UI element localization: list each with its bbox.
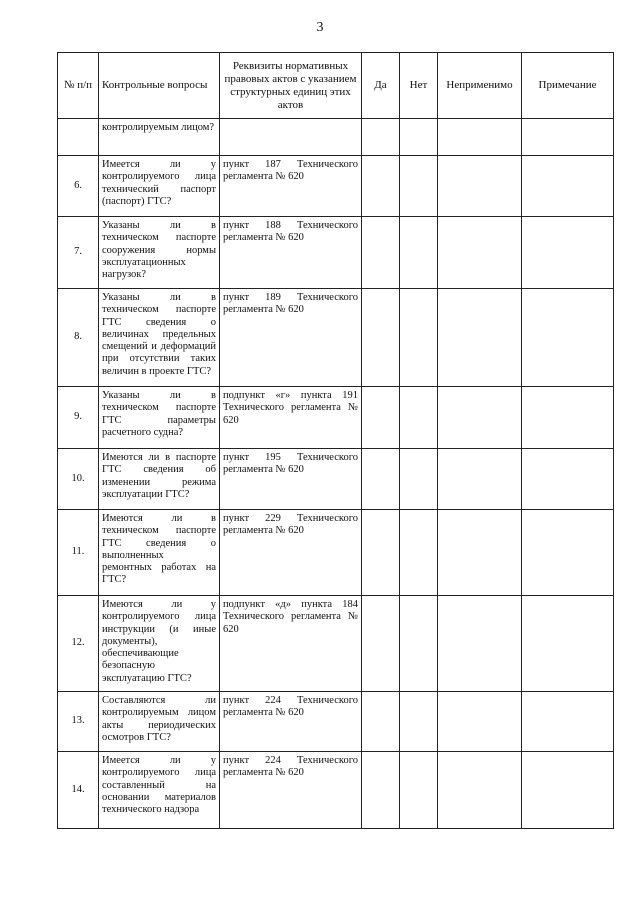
note-cell [522, 119, 614, 156]
row-number: 7. [58, 217, 99, 289]
row-number: 13. [58, 692, 99, 752]
requisites-cell: пункт 229 Технического регламента № 620 [220, 510, 362, 596]
table-row [58, 752, 614, 829]
requisites-cell: пункт 195 Технического регламента № 620 [220, 449, 362, 510]
question-cell: Составляются ли контролируемым лицом акты периодических осмотров ГТС? [99, 692, 220, 752]
row-number: 14. [58, 752, 99, 829]
requisites-cell: пункт 224 Технического регламента № 620 [220, 692, 362, 752]
na-cell [438, 692, 522, 752]
yes-cell [362, 752, 400, 829]
na-cell [438, 387, 522, 449]
no-cell [400, 596, 438, 692]
table-row [58, 449, 614, 510]
na-cell [438, 289, 522, 387]
table-row [58, 387, 614, 449]
yes-cell [362, 387, 400, 449]
requisites-cell: подпункт «г» пункта 191 Технического регламента № 620 [220, 387, 362, 449]
row-number: 9. [58, 387, 99, 449]
requisites-cell: подпункт «д» пункта 184 Технического регламента № 620 [220, 596, 362, 692]
header-question: Контрольные вопросы [99, 53, 220, 119]
row-number [58, 119, 99, 156]
question-cell: Указаны ли в техническом паспорте сооружения нормы эксплуатационных нагрузок? [99, 217, 220, 289]
na-cell [438, 752, 522, 829]
yes-cell [362, 156, 400, 217]
header-note: Примечание [522, 53, 614, 119]
table-row [58, 596, 614, 692]
table-row [58, 510, 614, 596]
question-cell: Имеются ли в техническом паспорте ГТС сведения о выполненных ремонтных работах на ГТС? [99, 510, 220, 596]
no-cell [400, 289, 438, 387]
note-cell [522, 217, 614, 289]
no-cell [400, 119, 438, 156]
no-cell [400, 156, 438, 217]
requisites-cell: пункт 224 Технического регламента № 620 [220, 752, 362, 829]
table-row [58, 217, 614, 289]
no-cell [400, 387, 438, 449]
note-cell [522, 596, 614, 692]
yes-cell [362, 289, 400, 387]
row-number: 8. [58, 289, 99, 387]
checklist-table [57, 52, 614, 829]
requisites-cell [220, 119, 362, 156]
table-row [58, 156, 614, 217]
table-row [58, 692, 614, 752]
note-cell [522, 510, 614, 596]
na-cell [438, 217, 522, 289]
na-cell [438, 156, 522, 217]
na-cell [438, 119, 522, 156]
question-cell: Указаны ли в техническом паспорте ГТС параметры расчетного судна? [99, 387, 220, 449]
na-cell [438, 596, 522, 692]
note-cell [522, 449, 614, 510]
no-cell [400, 217, 438, 289]
na-cell [438, 449, 522, 510]
question-cell: Имеется ли у контролируемого лица составленный на основании материалов технического надзора [99, 752, 220, 829]
requisites-cell: пункт 188 Технического регламента № 620 [220, 217, 362, 289]
table-row [58, 119, 614, 156]
row-number: 12. [58, 596, 99, 692]
header-yes: Да [362, 53, 400, 119]
note-cell [522, 156, 614, 217]
na-cell [438, 510, 522, 596]
table-row [58, 289, 614, 387]
question-cell: Имеется ли у контролируемого лица технический паспорт (паспорт) ГТС? [99, 156, 220, 217]
header-row [58, 53, 614, 119]
requisites-cell: пункт 189 Технического регламента № 620 [220, 289, 362, 387]
no-cell [400, 752, 438, 829]
yes-cell [362, 596, 400, 692]
header-no: Нет [400, 53, 438, 119]
note-cell [522, 387, 614, 449]
yes-cell [362, 510, 400, 596]
row-number: 6. [58, 156, 99, 217]
no-cell [400, 692, 438, 752]
header-num: № п/п [58, 53, 99, 119]
requisites-cell: пункт 187 Технического регламента № 620 [220, 156, 362, 217]
no-cell [400, 510, 438, 596]
question-cell: Имеются ли у контролируемого лица инструкции (и иные документы), обеспечивающие безопасную эксплуатацию ГТС? [99, 596, 220, 692]
row-number: 10. [58, 449, 99, 510]
yes-cell [362, 692, 400, 752]
header-na: Неприменимо [438, 53, 522, 119]
yes-cell [362, 217, 400, 289]
question-cell: Имеются ли в паспорте ГТС сведения об изменении режима эксплуатации ГТС? [99, 449, 220, 510]
question-cell: Указаны ли в техническом паспорте ГТС сведения о величинах предельных смещений и деформаций при отсутствии таких величин в проекте ГТС? [99, 289, 220, 387]
note-cell [522, 692, 614, 752]
yes-cell [362, 119, 400, 156]
header-requisites: Реквизиты нормативных правовых актов с указанием структурных единиц этих актов [220, 53, 362, 119]
yes-cell [362, 449, 400, 510]
row-number: 11. [58, 510, 99, 596]
note-cell [522, 289, 614, 387]
page-number: 3 [316, 20, 324, 35]
note-cell [522, 752, 614, 829]
question-cell: контролируемым лицом? [99, 119, 220, 156]
no-cell [400, 449, 438, 510]
